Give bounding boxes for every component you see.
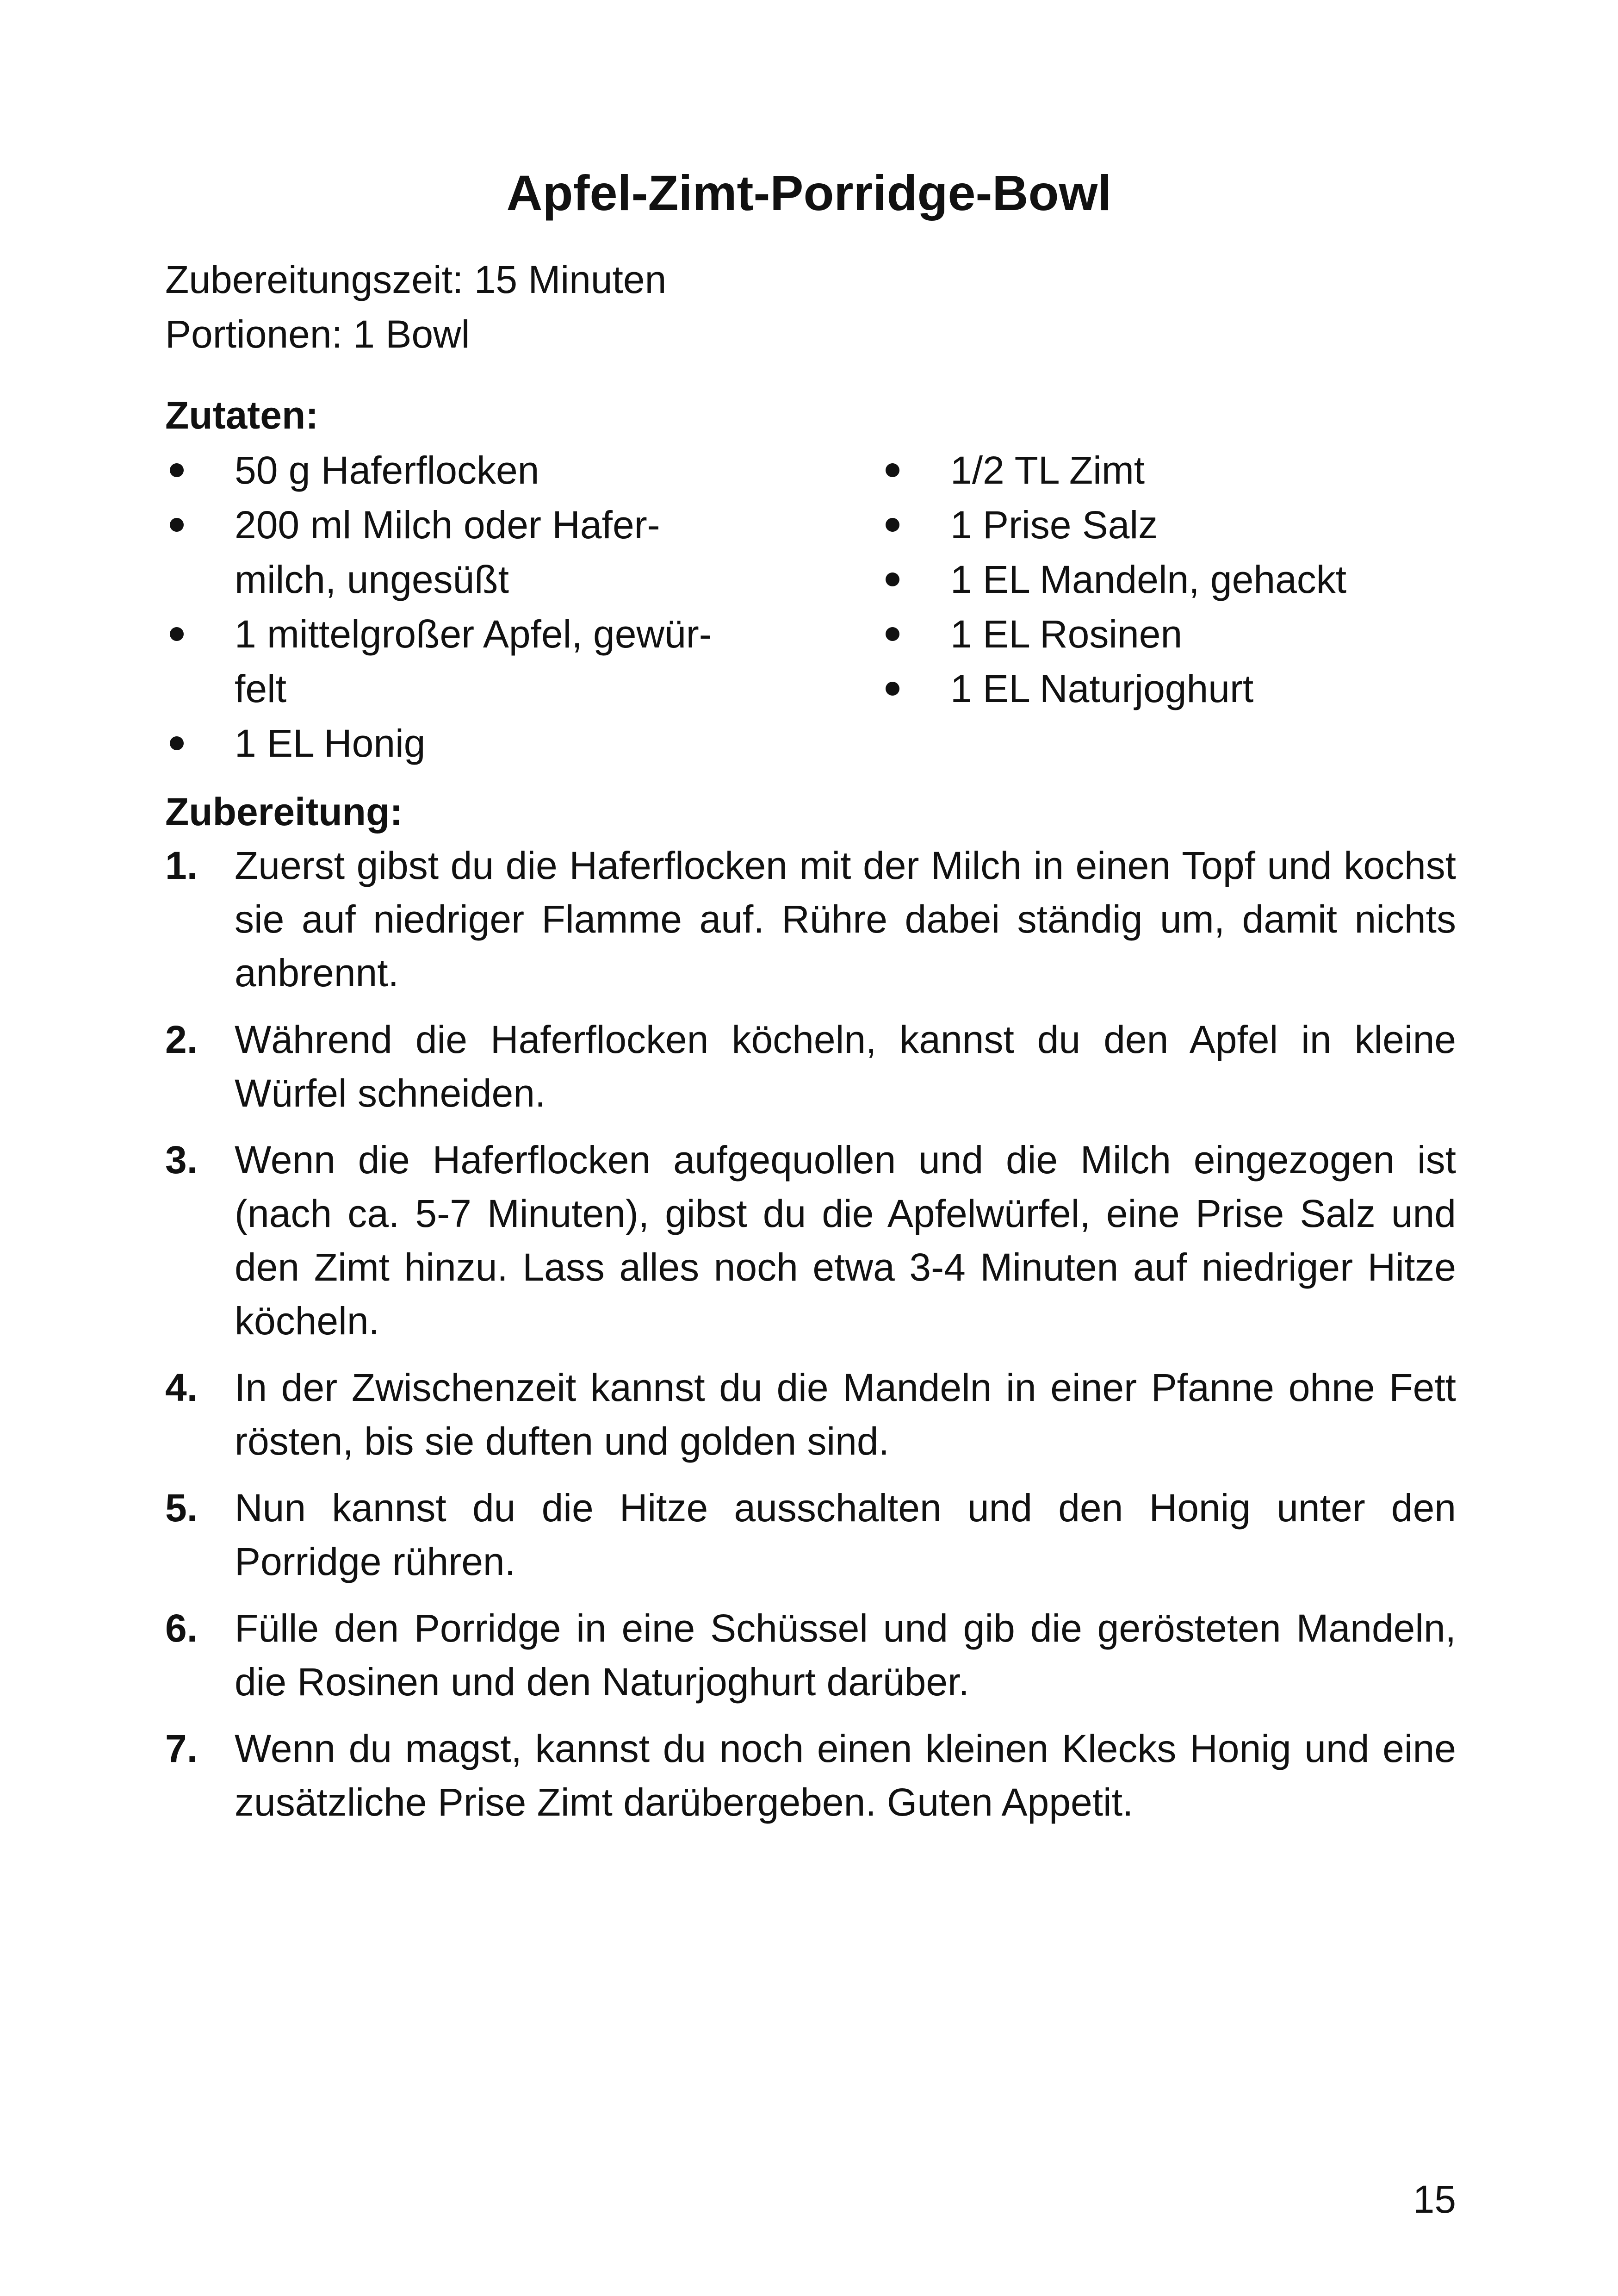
bullet-icon xyxy=(170,463,184,477)
step-item xyxy=(165,1133,1456,1348)
step-text: In der Zwischenzeit kannst du die Mandeln in einer Pfanne ohne Fett rösten, bis sie duften und golden sind. xyxy=(235,1366,1456,1463)
step-number: 7. xyxy=(165,1727,198,1770)
ingredient-item xyxy=(165,607,762,716)
ingredients-list xyxy=(165,443,1456,767)
step-text: Während die Haferflocken köcheln, kannst du den Apfel in kleine Würfel schneiden. xyxy=(235,1018,1456,1115)
step-number: 1. xyxy=(165,844,198,887)
ingredient-text: 1 EL Mandeln, gehackt xyxy=(950,558,1347,601)
step-text: Nun kannst du die Hitze ausschalten und den Honig unter den Porridge rühren. xyxy=(235,1486,1456,1583)
step-text: Wenn die Haferflocken aufgequollen und die Milch eingezogen ist (nach ca. 5-7 Minuten), gibst du die Apfelwürfel, eine Prise Salz und den Zimt hinzu. Lass alles noch etwa 3-4 Minuten auf niedriger Hitze köcheln. xyxy=(235,1138,1456,1343)
step-item xyxy=(165,1013,1456,1120)
ingredient-item xyxy=(881,443,1459,498)
step-item xyxy=(165,839,1456,1000)
recipe-meta xyxy=(165,252,666,361)
ingredient-item xyxy=(881,607,1459,661)
page-title: Apfel-Zimt-Porridge-Bowl xyxy=(506,165,1112,221)
ingredient-text: 1 EL Naturjoghurt xyxy=(950,667,1254,710)
ingredient-item xyxy=(881,552,1459,607)
step-text: Zuerst gibst du die Haferflocken mit der Milch in einen Topf und kochst sie auf niedriger Flamme auf. Rühre dabei ständig um, damit nichts anbrennt. xyxy=(235,844,1456,995)
ingredient-text: 200 ml Milch oder Hafer- milch, ungesüßt xyxy=(235,503,660,601)
portions: Portionen: 1 Bowl xyxy=(165,312,470,356)
bullet-icon xyxy=(170,736,184,750)
step-number: 6. xyxy=(165,1606,198,1650)
step-number: 3. xyxy=(165,1138,198,1182)
ingredient-text: 1 EL Honig xyxy=(235,722,426,765)
bullet-icon xyxy=(886,627,899,641)
bullet-icon xyxy=(886,463,899,477)
ingredient-item xyxy=(165,443,762,498)
step-item xyxy=(165,1481,1456,1588)
ingredient-text: 1 Prise Salz xyxy=(950,503,1158,547)
step-number: 5. xyxy=(165,1486,198,1530)
ingredient-text: 1 EL Rosinen xyxy=(950,612,1183,656)
prep-time: Zubereitungszeit: 15 Minuten xyxy=(165,258,667,301)
step-item xyxy=(165,1361,1456,1468)
ingredient-item xyxy=(165,498,762,607)
ingredient-text: 1 mittelgroßer Apfel, gewür- felt xyxy=(235,612,712,710)
bullet-icon xyxy=(886,572,899,586)
step-item xyxy=(165,1722,1456,1829)
bullet-icon xyxy=(886,682,899,696)
ingredient-item xyxy=(165,716,762,771)
preparation-heading: Zubereitung: xyxy=(165,790,403,834)
ingredients-column-left xyxy=(165,443,762,771)
ingredient-item xyxy=(881,498,1459,552)
bullet-icon xyxy=(170,627,184,641)
step-item xyxy=(165,1601,1456,1709)
step-number: 4. xyxy=(165,1366,198,1409)
bullet-icon xyxy=(886,518,899,532)
ingredients-column-right xyxy=(881,443,1459,716)
preparation-steps xyxy=(165,839,1456,1842)
step-text: Fülle den Porridge in eine Schüssel und gib die gerösteten Mandeln, die Rosinen und den Naturjoghurt darüber. xyxy=(235,1606,1456,1704)
step-text: Wenn du magst, kannst du noch einen kleinen Klecks Honig und eine zusätzliche Prise Zimt darübergeben. Guten Appetit. xyxy=(235,1727,1456,1824)
ingredient-text: 50 g Haferflocken xyxy=(235,448,539,492)
page-number: 15 xyxy=(1413,2178,1456,2221)
ingredient-item xyxy=(881,661,1459,716)
step-number: 2. xyxy=(165,1018,198,1061)
ingredient-text: 1/2 TL Zimt xyxy=(950,448,1145,492)
ingredients-heading: Zutaten: xyxy=(165,393,319,437)
bullet-icon xyxy=(170,518,184,532)
